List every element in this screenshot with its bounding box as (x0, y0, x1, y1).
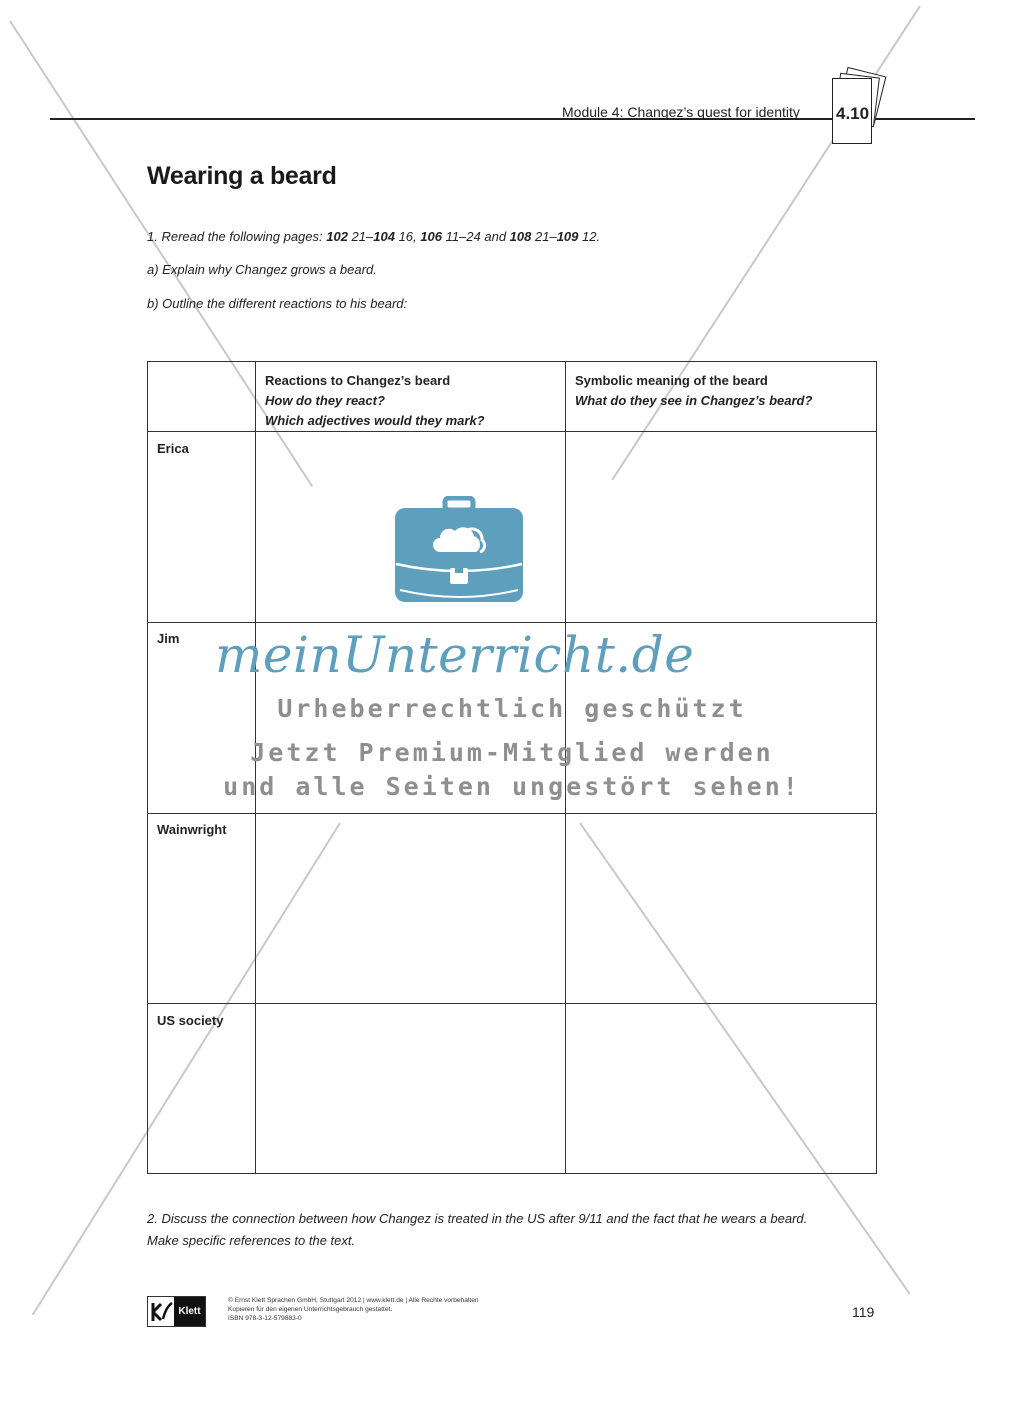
klett-logo (147, 1296, 206, 1327)
briefcase-cloud-icon (392, 496, 526, 606)
task-1-instruction (147, 229, 600, 244)
task-1a: a) Explain why Changez grows a beard. (147, 262, 377, 277)
column-header-symbolic-title: Symbolic meaning of the beard (575, 373, 768, 388)
page-ref-1: 102 (326, 229, 348, 244)
footer-line-2: Kopieren für den eigenen Unterrichtsgebrauch gestattet. (228, 1306, 393, 1313)
column-header-symbolic-question: What do they see in Changez’s beard? (575, 393, 813, 408)
page-ref-2-range: 16, (394, 229, 421, 244)
table-divider-col1 (255, 361, 256, 1174)
column-header-symbolic (575, 371, 812, 411)
table-row-line-3 (147, 813, 877, 814)
column-header-reactions-title: Reactions to Changez’s beard (265, 373, 451, 388)
page-ref-5: 109 (556, 229, 579, 244)
task-2-line-2: Make specific references to the text. (147, 1233, 356, 1248)
row-label-erica: Erica (157, 441, 189, 456)
row-label-wainwright: Wainwright (157, 822, 227, 837)
table-row-line-2 (147, 622, 877, 623)
task-2-line-1: 2. Discuss the connection between how Changez is treated in the US after 9/11 and the fact that he wears a beard. (147, 1211, 808, 1226)
page-ref-3-range: 11–24 and (441, 229, 510, 244)
row-label-us-society: US society (157, 1013, 224, 1028)
footer-copyright (228, 1296, 479, 1323)
column-header-reactions-question-1: How do they react? (265, 393, 385, 408)
task-1b: b) Outline the different reactions to his beard: (147, 296, 408, 311)
watermark-brand: meinUnterricht.de (215, 626, 695, 684)
page-ref-4-range: 21– (531, 229, 557, 244)
page-ref-3: 106 (420, 229, 442, 244)
module-label: Module 4: Changez’s quest for identity (562, 104, 800, 120)
watermark-premium-line-2: und alle Seiten ungestört sehen! (223, 772, 801, 801)
watermark-premium-line-1: Jetzt Premium-Mitglied werden (250, 738, 774, 767)
table-row-line-4 (147, 1003, 877, 1004)
table-divider-col2 (565, 361, 566, 1174)
table-border-top (147, 361, 877, 362)
page-number: 119 (852, 1304, 875, 1320)
task-1-prefix: 1. Reread the following pages: (147, 229, 327, 244)
klett-wordmark: Klett (174, 1297, 205, 1326)
column-header-reactions (265, 371, 485, 431)
footer-line-1: © Ernst Klett Sprachen GmbH, Stuttgart 2012 | www.klett.de | Alle Rechte vorbehalten (228, 1297, 479, 1304)
table-border-right (876, 361, 877, 1174)
task-2-instruction (147, 1208, 807, 1252)
module-badge (832, 78, 880, 138)
table-row-line-1 (147, 431, 877, 432)
row-label-jim: Jim (157, 631, 180, 646)
module-number: 4.10 (836, 104, 870, 123)
column-header-reactions-question-2: Which adjectives would they mark? (265, 413, 485, 428)
table-border-left (147, 361, 148, 1174)
klett-leaf-icon (148, 1297, 174, 1326)
page-ref-4: 108 (509, 229, 532, 244)
table-border-bottom (147, 1173, 877, 1174)
footer-line-3: ISBN 978-3-12-579883-0 (228, 1315, 302, 1322)
page-ref-5-range: 12. (578, 229, 601, 244)
page-ref-2: 104 (373, 229, 395, 244)
page-title: Wearing a beard (147, 162, 337, 190)
watermark-copyright: Urheberrechtlich geschützt (277, 694, 747, 723)
reactions-table (147, 361, 877, 1174)
page-ref-1-range: 21– (347, 229, 374, 244)
